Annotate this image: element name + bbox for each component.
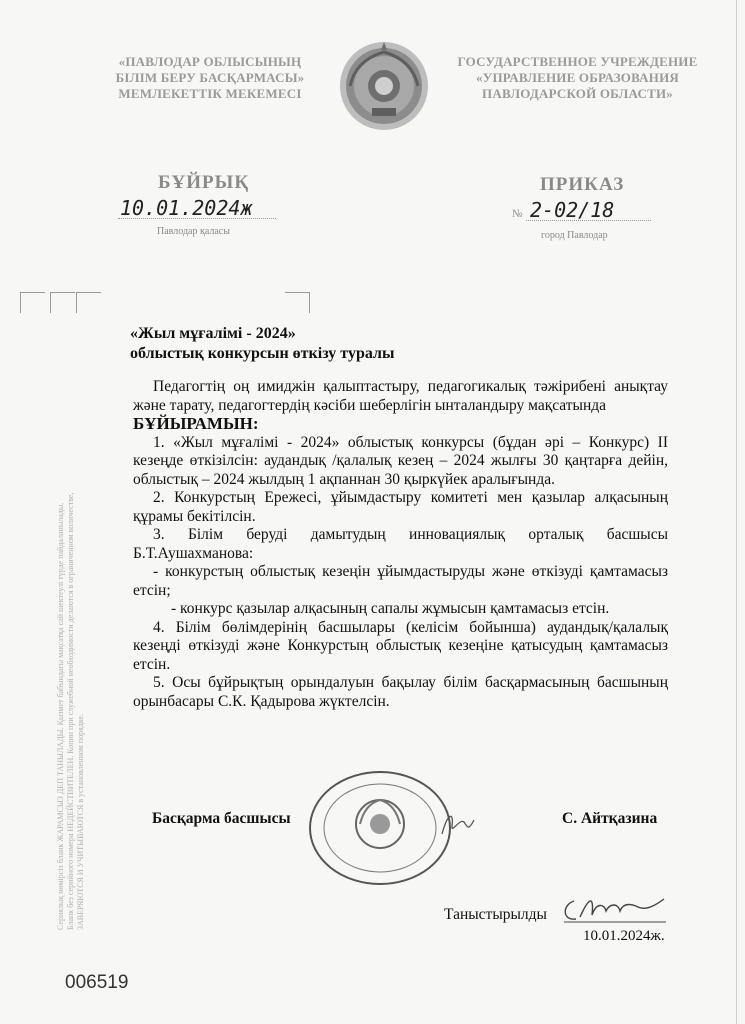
city-kz: Павлодар қаласы [157,226,230,237]
item-3-sub-1: - конкурстың облыстық кезеңін ұйымдастыруды және өткізуді қамтамасыз етсін; [133,563,668,599]
number-prefix: № [512,208,523,220]
signatory-position: Басқарма басшысы [152,810,291,827]
side-note-line-1: Сериялық нөмірсіз бланк ЖАРАМСЫЗ ДЕП ТАНЫЛАДЫ. Қызмет бабындағы мақсатқа сай шектеулі түрде пайдаланылады. [56,502,65,930]
item-3: 3. Білім беруді дамытудың инновациялық орталық басшысы Б.Т.Аушахманова: [133,526,668,562]
order-label-ru: ПРИКАЗ [540,174,625,195]
item-3-sub-2: - конкурс қазылар алқасының сапалы жұмысын қамтамасыз етсін. [171,600,610,617]
header-ru-line-3: ПАВЛОДАРСКОЙ ОБЛАСТИ» [482,86,673,101]
signatory-name: С. Айтқазина [562,810,658,827]
side-note-line-2: Бланк без серийного номера НЕДЕЙСТВИТЕЛЕН. Копии при служебной необходимости делаются в ограниченном количестве, [66,492,75,930]
date-underline [118,218,276,220]
city-ru: город Павлодар [541,230,608,241]
item-5: 5. Осы бұйрықтың орындалуын бақылау білім басқармасының басшының орынбасары С.К. Қадырова жүктелсін. [133,674,668,710]
order-date: 10.01.2024ж [120,196,253,220]
title-line-1: «Жыл мұғалімі - 2024» [130,325,296,342]
header-ru-line-1: ГОСУДАРСТВЕННОЕ УЧРЕЖДЕНИЕ [457,54,698,69]
serial-number: 006519 [65,972,129,993]
side-note [56,370,86,930]
header-kz-line-1: «ПАВЛОДАР ОБЛЫСЫНЫҢ [118,54,302,69]
document-body [133,378,668,711]
header-kazakh [100,54,320,102]
preamble: Педагогтің оң имиджін қалыптастыру, педагогикалық тәжірибені анықтау және тарату, педагогтердің кәсіби шеберлігін ынталандыру мақсатында [133,378,668,414]
item-4: 4. Білім бөлімдерінің басшылары (келісім бойынша) аудандық/қалалық кезеңді өткізуді және Конкурстың облыстық кезеңіне қатысудың қамтамасыз етсін. [133,618,668,673]
decree-word: БҰЙЫРАМЫН: [133,414,259,433]
official-stamp-icon [305,768,455,888]
acknowledged-label: Таныстырылды [444,906,547,923]
corner-mark [20,292,45,313]
side-note-line-3: ЗАВЕРЯЮТСЯ И УЧИТЫВАЮТСЯ в установленном порядке. [76,713,85,930]
header-ru-line-2: «УПРАВЛЕНИЕ ОБРАЗОВАНИЯ [476,70,679,85]
order-number: 2-02/18 [530,198,615,222]
state-emblem-icon [338,40,430,132]
header-kz-line-3: МЕМЛЕКЕТТІК МЕКЕМЕСІ [118,86,302,101]
document-title [130,324,394,364]
acknowledged-date: 10.01.2024ж. [583,928,665,944]
number-underline [526,220,651,222]
item-1: 1. «Жыл мұғалімі - 2024» облыстық конкурсы (бұдан әрі – Конкурс) II кезеңде өткізілсін: аудандық /қалалық кезең – 2024 жылғы 30 қаңтарға дейін, облыстық – 2024 жылдың 1 ақпаннан 30 қыркүйек аралығында. [133,433,668,488]
order-label-kz: БҰЙРЫҚ [158,172,250,193]
corner-mark [76,292,101,313]
header-russian [440,54,715,102]
title-line-2: облыстық конкурсын өткізу туралы [130,345,395,362]
signature-mark-icon [438,808,478,838]
corner-mark [50,292,75,313]
corner-mark [285,292,310,313]
acknowledgement-signature-icon [560,893,670,923]
page-edge [736,0,737,1024]
item-2: 2. Конкурстың Ережесі, ұйымдастыру комитеті мен қазылар алқасының құрамы бекітілсін. [133,489,668,525]
header-kz-line-2: БІЛІМ БЕРУ БАСҚАРМАСЫ» [115,70,305,85]
